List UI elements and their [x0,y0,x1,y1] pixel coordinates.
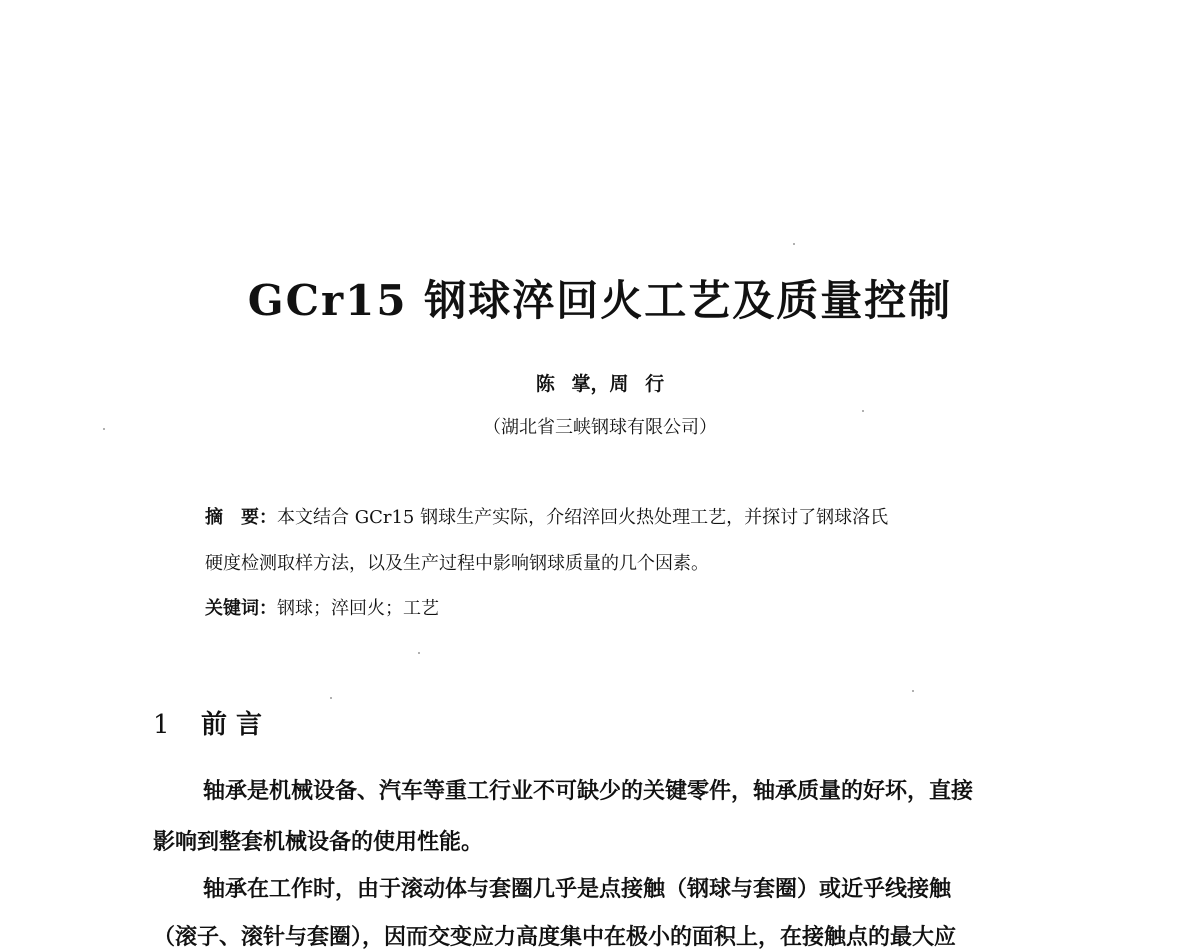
paragraph-1-line-1: 轴承是机械设备、汽车等重工行业不可缺少的关键零件，轴承质量的好坏，直接 [203,778,974,804]
paragraph-1-line-2: 影响到整套机械设备的使用性能。 [153,829,484,855]
scan-speck [330,697,332,699]
abstract-line-2 [205,549,709,575]
keywords-label: 关键词： [205,598,277,619]
paper-title: GCr15 钢球淬回火工艺及质量控制 [247,276,953,325]
abstract-label: 摘 要： [205,507,277,528]
authors: 陈 掌，周 行 [535,373,665,395]
affiliation: （湖北省三峡钢球有限公司） [483,417,717,438]
scan-speck [862,410,864,412]
keywords-line [205,594,439,620]
section-heading [153,704,262,741]
scan-speck [103,428,105,430]
keywords-text: 钢球；淬回火；工艺 [277,598,439,619]
paragraph-2-line-1: 轴承在工作时，由于滚动体与套圈几乎是点接触（钢球与套圈）或近乎线接触 [203,876,952,902]
paragraph-2-line-2: （滚子、滚针与套圈），因而交变应力高度集中在极小的面积上，在接触点的最大应 [153,924,957,950]
abstract-text-2: 硬度检测取样方法，以及生产过程中影响钢球质量的几个因素。 [205,553,709,574]
scan-speck [793,243,795,245]
section-number: 1 [153,710,170,740]
scan-speck [418,652,420,654]
section-title: 前 言 [201,710,263,740]
scan-speck [912,690,914,692]
abstract-line-1 [205,503,888,529]
abstract-text-1: 本文结合 GCr15 钢球生产实际，介绍淬回火热处理工艺，并探讨了钢球洛氏 [277,507,889,528]
